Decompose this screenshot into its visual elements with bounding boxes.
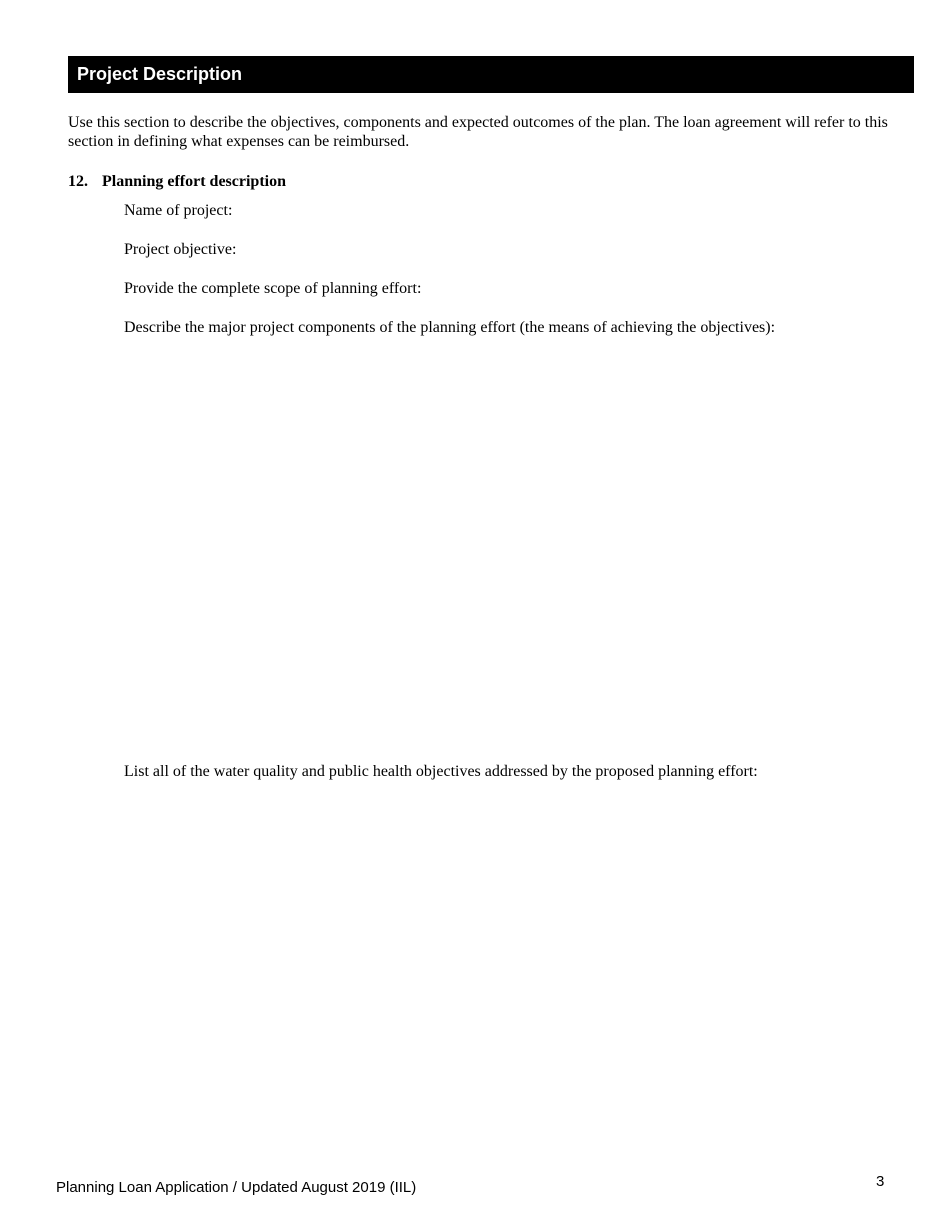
section-title: Project Description (77, 64, 243, 84)
question-heading (68, 172, 286, 191)
scope-label: Provide the complete scope of planning effort: (124, 280, 422, 297)
section-intro-text: Use this section to describe the objectives, components and expected outcomes of the plan. The loan agreement will refer to this section in defining what expenses can be reimbursed. (68, 114, 888, 150)
project-objective-label: Project objective: (124, 241, 237, 258)
section-header-bar (68, 56, 914, 93)
footer-document-info: Planning Loan Application / Updated August 2019 (IIL) (56, 1179, 417, 1196)
project-components-label: Describe the major project components of the planning effort (the means of achieving the objectives): (124, 319, 776, 336)
page-number: 3 (876, 1173, 885, 1190)
question-title: Planning effort description (102, 173, 286, 190)
health-objectives-label: List all of the water quality and public health objectives addressed by the proposed planning effort: (124, 763, 758, 780)
question-number: 12. (68, 173, 88, 190)
name-of-project-label: Name of project: (124, 202, 233, 219)
